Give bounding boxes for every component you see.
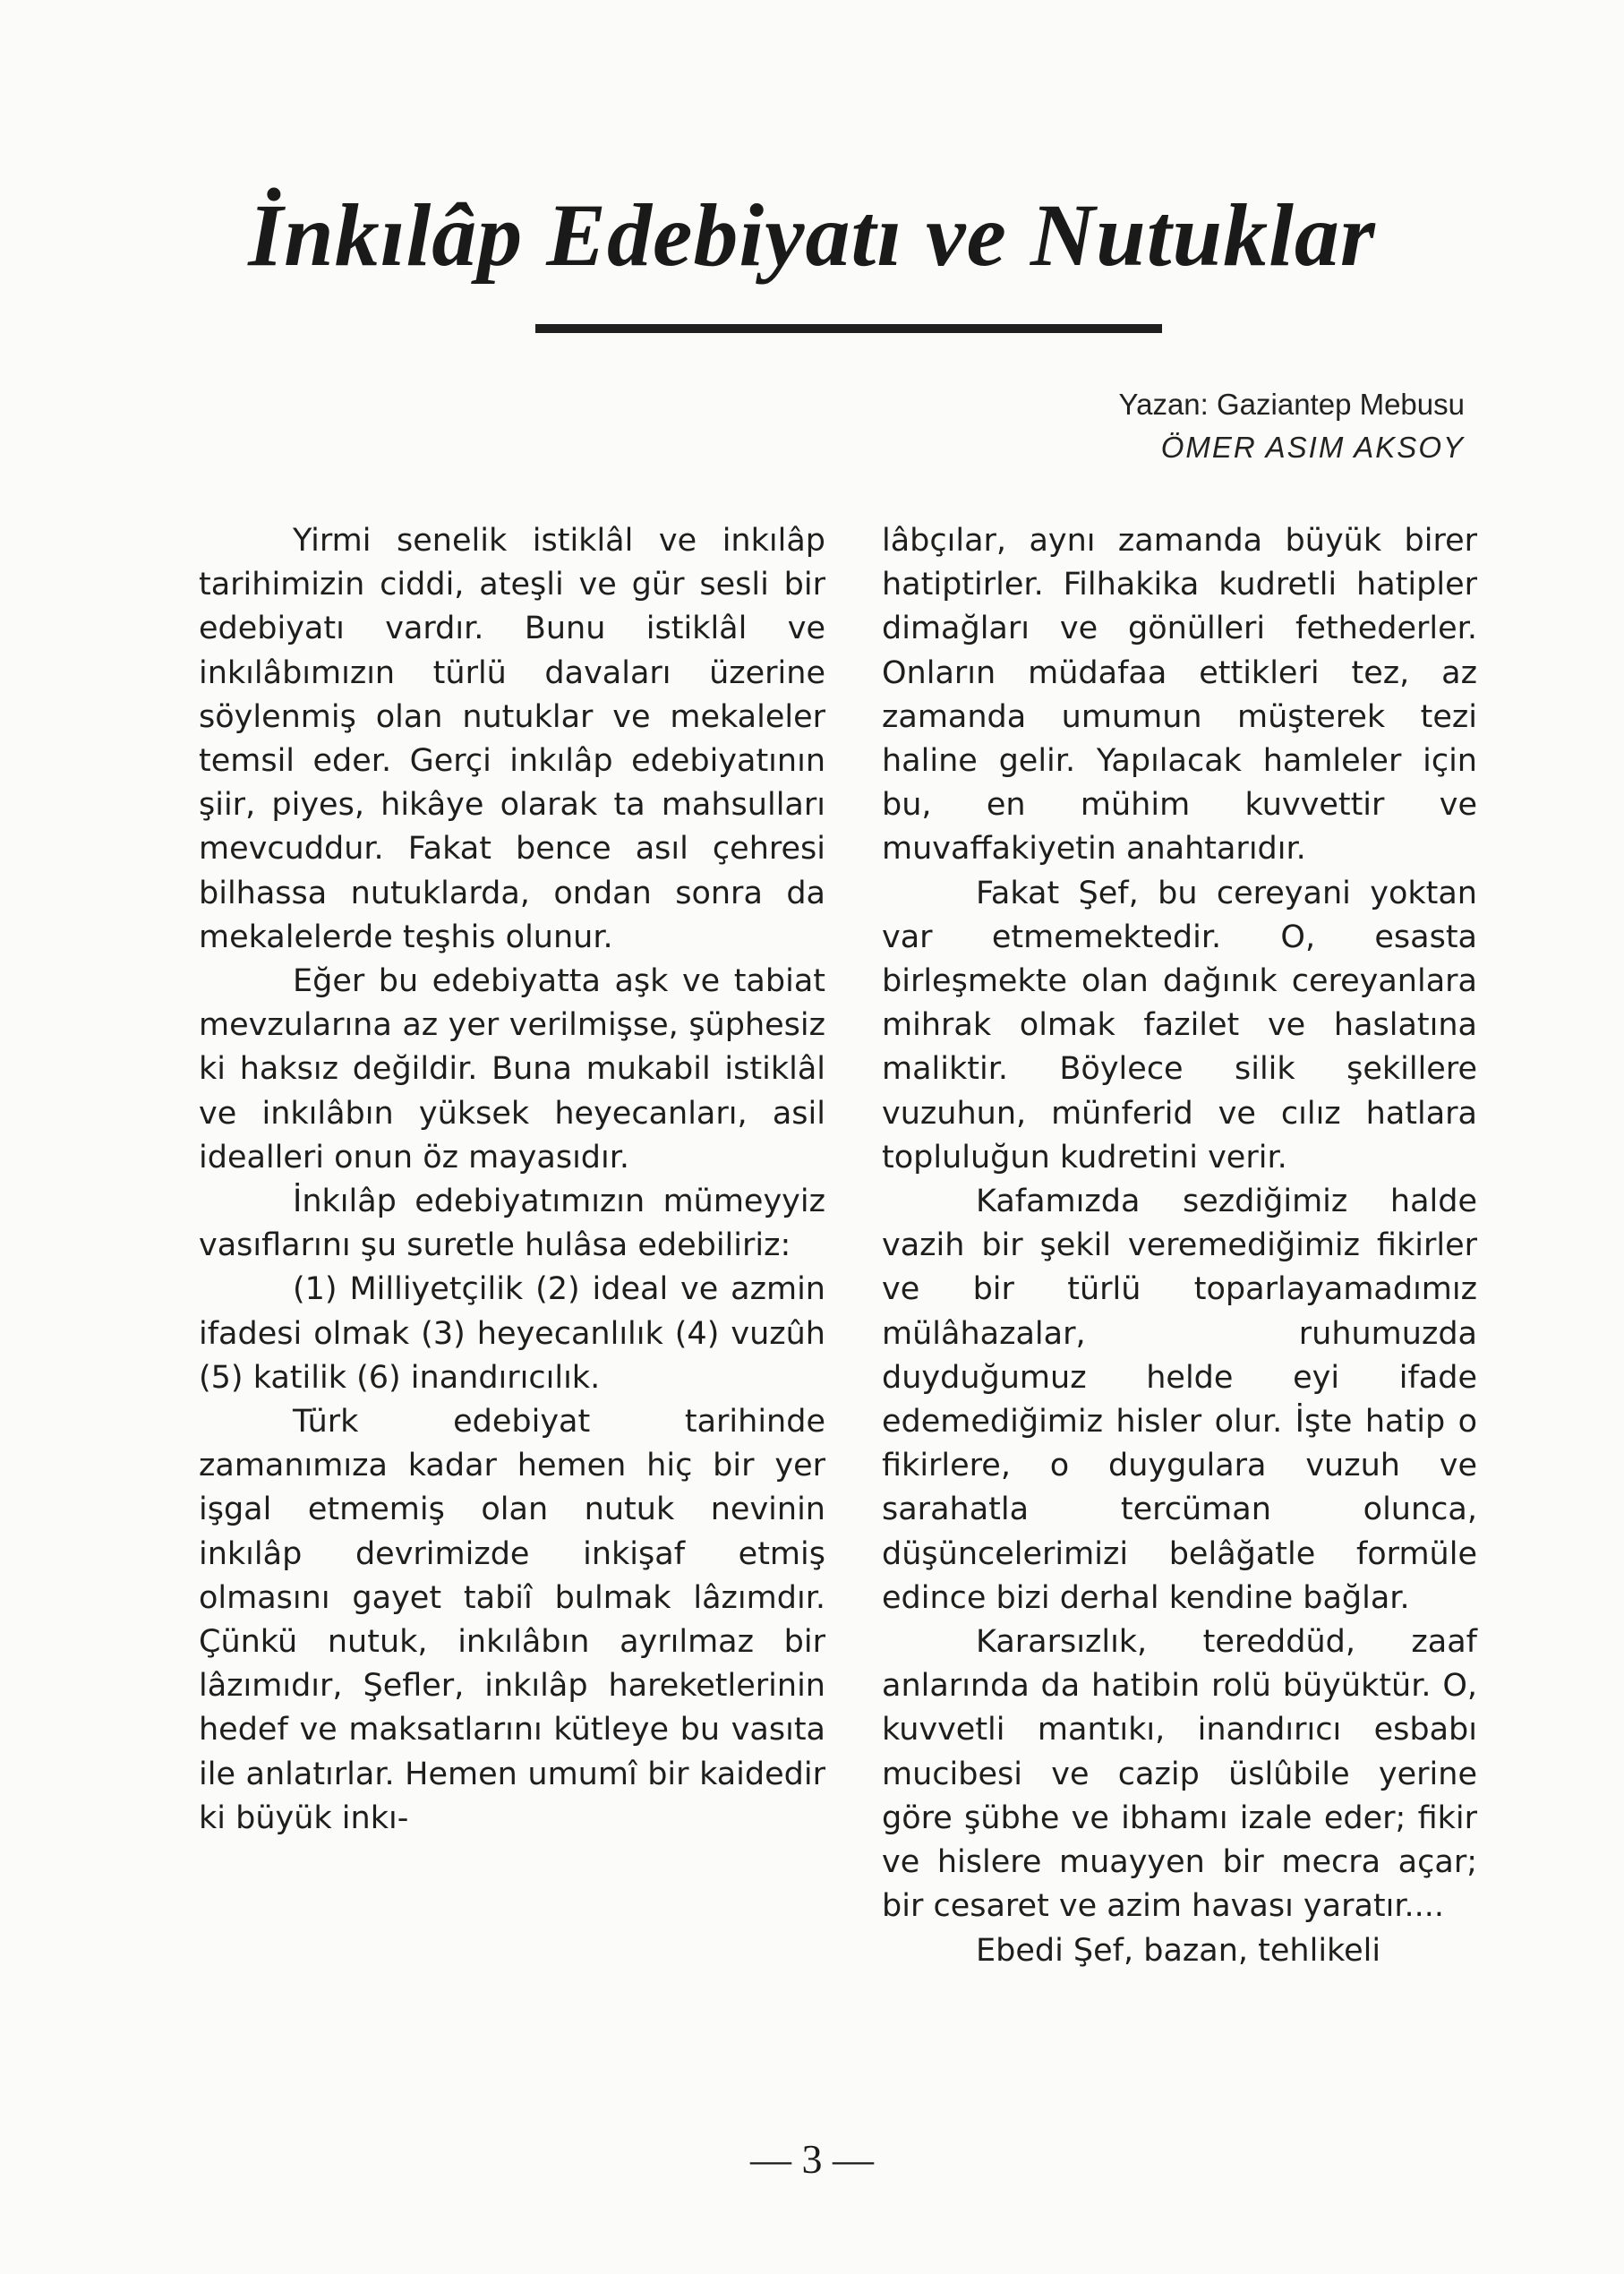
page-number: — 3 — — [750, 2136, 874, 2182]
article-title: İnkılâp Edebiyatı ve Nutuklar — [248, 185, 1376, 285]
paragraph: İnkılâp edebiyatımızın mümeyyiz vasıflarını şu suretle hulâsa edebiliriz: — [199, 1184, 825, 1264]
author-name: ÖMER ASIM AKSOY — [1160, 431, 1465, 464]
paragraph: Kararsızlık, tereddüd, zaaf anlarında da hatibin rolü büyüktür. O, kuvvetli mantıkı, inandırıcı esbabı mucibesi ve cazip üslûbile yerine göre şübhe ve ibhamı izale eder; fikir ve hislere muayyen bir mecra açar; bir cesaret ve azim havası yaratır.... — [882, 1624, 1477, 1925]
right-column — [882, 519, 1477, 1973]
paragraph: Ebedi Şef, bazan, tehlikeli — [976, 1932, 1381, 1969]
paragraph-continued: lâbçılar, aynı zamanda büyük birer hatiptirler. Filhakika kudretli hatipler dimağları ve gönülleri fethederler. Onların müdafaa ettikleri tez, az zamanda umumun müşterek tezi haline gelir. Yapılacak hamleler için bu, en mühim kuvvettir ve muvaffakiyetin anahtarıdır. — [882, 523, 1477, 868]
left-column — [199, 519, 825, 1841]
byline — [1119, 383, 1465, 469]
paragraph: Yirmi senelik istiklâl ve inkılâp tarihimizin ciddi, ateşli ve gür sesli bir edebiyatı vardır. Bunu istiklâl ve inkılâbımızın türlü davaları üzerine söylenmiş olan nutuklar ve mekaleler temsil eder. Gerçi inkılâp edebiyatının şiir, piyes, hikâye olarak ta mahsulları mevcuddur. Fakat bence asıl çehresi bilhassa nutuklarda, ondan sonra da mekalelerde teşhis olunur. — [199, 523, 825, 955]
byline-label: Yazan: Gaziantep Mebusu — [1118, 388, 1465, 421]
paragraph: Türk edebiyat tarihinde zamanımıza kadar hemen hiç bir yer işgal etmemiş olan nutuk nevinin inkılâp devrimizde inkişaf etmiş olmasını gayet tabiî bulmak lâzımdır. Çünkü nutuk, inkılâbın ayrılmaz bir lâzımıdır, Şefler, inkılâp hareketlerinin hedef ve maksatlarını kütleye bu vasıta ile anlatırlar. Hemen umumî bir kaidedir ki büyük inkı- — [199, 1404, 825, 1836]
paragraph: Fakat Şef, bu cereyani yoktan var etmemektedir. O, esasta birleşmekte olan dağınık cereyanlara mihrak olmak fazilet ve haslatına maliktir. Böylece silik şekillere vuzuhun, münferid ve cılız hatlara topluluğun kudretini verir. — [882, 875, 1477, 1175]
paragraph: Kafamızda sezdiğimiz halde vazih bir şekil veremediğimiz fikirler ve bir türlü toparlayamadımız mülâhazalar, ruhumuzda duyduğumuz helde eyi ifade edemediğimiz hisler olur. İşte hatip o fikirlere, o duygulara vuzuh ve sarahatla tercüman olunca, düşüncelerimizi belâğatle formüle edince bizi derhal kendine bağlar. — [882, 1184, 1477, 1616]
paragraph: Eğer bu edebiyatta aşk ve tabiat mevzularına az yer verilmişse, şüphesiz ki haksız değildir. Buna mukabil istiklâl ve inkılâbın yüksek heyecanları, asil idealleri onun öz mayasıdır. — [199, 963, 825, 1175]
title-underline — [535, 324, 1162, 333]
paragraph: (1) Milliyetçilik (2) ideal ve azmin ifadesi olmak (3) heyecanlılık (4) vuzûh (5) katilik (6) inandırıcılık. — [199, 1271, 825, 1396]
